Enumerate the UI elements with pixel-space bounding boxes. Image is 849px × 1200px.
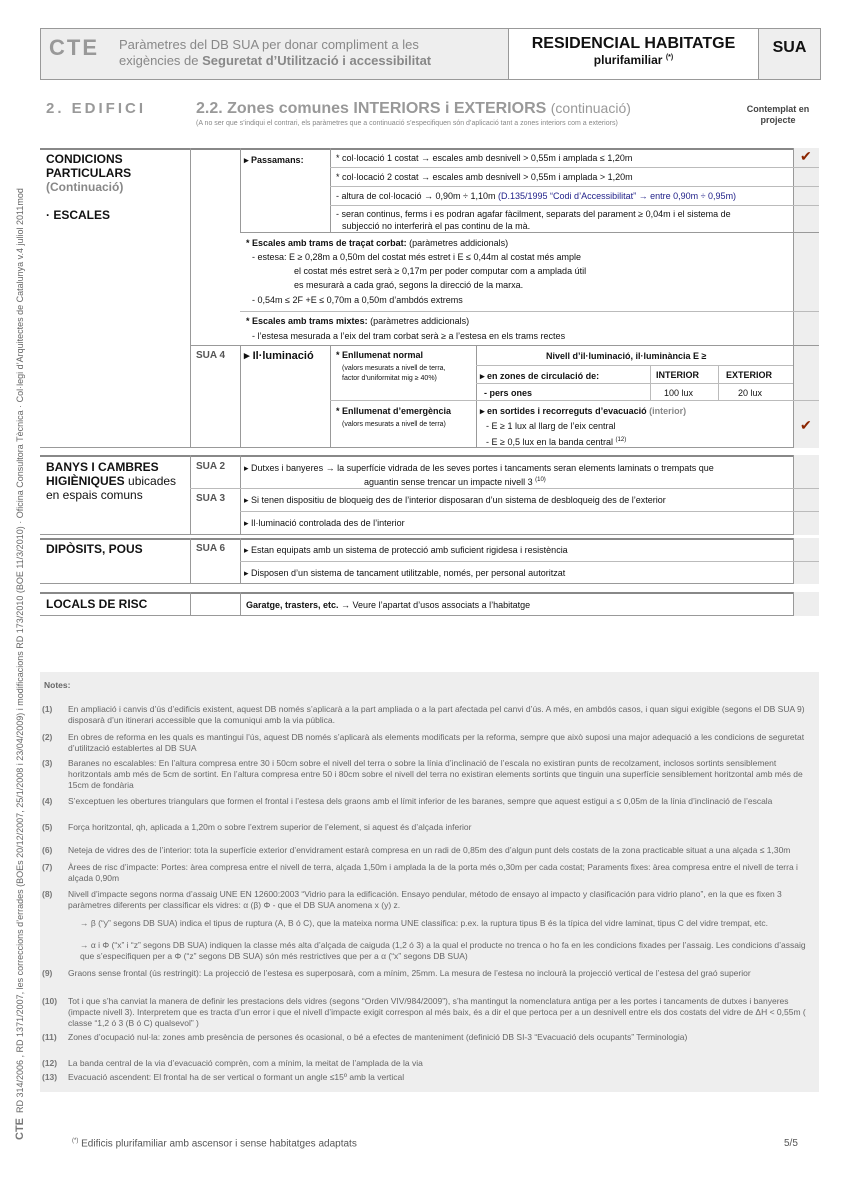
corbat-row-1: - estesa: E ≥ 0,28m a 0,50m del costat més estret i E ≤ 0,44m al costat més ample bbox=[252, 252, 582, 262]
illum-label: ▸ Il·luminació bbox=[244, 350, 314, 362]
divider bbox=[330, 186, 819, 187]
section-note: (A no ser que s’indiqui el contrari, els paràmetres que a continuació s’especifiquen són d’aplicació tant a zones interiors com a exteriors) bbox=[196, 120, 618, 127]
banys-label-3: en espais comuns bbox=[46, 488, 143, 502]
circ-text: en zones de circulació de: bbox=[487, 371, 600, 381]
banys-label bbox=[46, 460, 176, 502]
locals-row-bold: Garatge, trasters, etc. bbox=[246, 600, 339, 610]
diposits-row-2: ▸ Disposen d’un sistema de tancament utilitzable, només, per personal autoritzat bbox=[244, 568, 566, 578]
banys-label-1: BANYS I CAMBRES bbox=[46, 460, 159, 474]
diposits-row-1-text: Estan equipats amb un sistema de protecció amb suficient rigidesa i resistència bbox=[251, 545, 568, 555]
divider bbox=[240, 592, 241, 616]
divider bbox=[240, 345, 241, 448]
banys-row-2-text: Si tenen dispositiu de bloqueig des de l’interior disposaran d’un sistema de desbloqueig des de l’exterior bbox=[251, 495, 666, 505]
locals-row-text: → Veure l’apartat d’usos associats a l’habitatge bbox=[338, 600, 531, 610]
enllumenat-normal-note1: (valors mesurats a nivell de terra, bbox=[342, 365, 446, 372]
sortides-label: ▸ en sortides i recorreguts d’evacuació (interior) bbox=[480, 406, 687, 416]
note-number: (7) bbox=[42, 862, 53, 872]
note-number: (11) bbox=[42, 1032, 57, 1042]
cond-label-2: PARTICULARS bbox=[46, 166, 132, 180]
check-column bbox=[793, 455, 819, 535]
lux-interior: 100 lux bbox=[664, 388, 694, 398]
note-text: La banda central de la via d’evacuació comprèn, com a mínim, la meitat de l’amplada de la via bbox=[68, 1058, 423, 1068]
mixtes-title-note: (paràmetres addicionals) bbox=[370, 316, 470, 326]
sua2-label: SUA 2 bbox=[196, 461, 226, 472]
divider bbox=[190, 538, 191, 584]
divider bbox=[330, 205, 819, 206]
note-text: Força horitzontal, qh, aplicada a 1,20m o sobre l’extrem superior de l’element, si aquest és d’alçada inferior bbox=[68, 822, 472, 832]
section-title-text: 2.2. Zones comunes INTERIORS i EXTERIORS bbox=[196, 100, 547, 117]
sortides-row-2: - E ≥ 0,5 lux en la banda central bbox=[486, 437, 616, 447]
divider bbox=[476, 383, 793, 384]
note-number: (5) bbox=[42, 822, 53, 832]
note-text: Zones d’ocupació nul·la: zones amb presència de persones és ocasional, o bé a efectes de manteniment (definició DB SI-3 “Evacuació dels ocupants” Terminologia) bbox=[68, 1032, 688, 1042]
cond-label-1: CONDICIONS bbox=[46, 152, 123, 166]
sua6-label: SUA 6 bbox=[196, 543, 226, 554]
note-number: (12) bbox=[42, 1058, 58, 1068]
note-number: (1) bbox=[42, 704, 53, 714]
note-number: (9) bbox=[42, 968, 53, 978]
divider bbox=[330, 345, 331, 448]
contemplat-line1: Contemplat en bbox=[746, 104, 810, 114]
sortides-interior: (interior) bbox=[649, 406, 687, 416]
banys-row-1: ▸ Dutxes i banyeres → la superfície vidrada de les seves portes i tancaments seran elements laminats o trempats que aguantin sense trencar un impacte nivell 3 $^{(10)}$ bbox=[244, 463, 714, 487]
divider bbox=[240, 511, 819, 512]
header-residencial bbox=[508, 29, 758, 79]
illum-text: Il·luminació bbox=[252, 350, 314, 362]
divider bbox=[240, 148, 241, 232]
banys-row-3: ▸ Il·luminació controlada des de l’interior bbox=[244, 518, 405, 528]
header-res-sub: plurifamiliar bbox=[593, 53, 663, 67]
banys-sup: (10) bbox=[535, 477, 546, 483]
note-text: Evacuació ascendent: El frontal ha de ser vertical o formant un angle ≤15º amb la vertical bbox=[68, 1072, 405, 1082]
header-res-title: RESIDENCIAL HABITATGE bbox=[531, 35, 736, 52]
note-text: Tot i que s’ha canviat la manera de definir les prestacions dels vidres (segons “Orden VIV/984/2009”), s’ha mantingut la nomenclatura antiga per a les portes i tancaments de dutxes i banyeres (impacte nivell 3). Interpretem que es tracta d’un error i que el nivell d’impacte exigit correspon al més baix, és a dir el que pertoca per a un desnivell entre els dos costats del vidre de ΔH < 0,55m ( classe “1,2 ó 3 (B ó C) qualsevol” ) bbox=[68, 996, 806, 1028]
note-number: (2) bbox=[42, 732, 53, 742]
locals-label: LOCALS DE RISC bbox=[46, 597, 148, 611]
diposits-label: DIPÒSITS, POUS bbox=[46, 542, 143, 556]
section-title bbox=[196, 100, 631, 118]
pers-ones: - pers ones bbox=[484, 388, 533, 398]
sortides-row-1: - E ≥ 1 lux al llarg de l’eix central bbox=[486, 421, 616, 431]
note-text: → β (“y” segons DB SUA) indica el tipus de ruptura (A, B ó C), que la mateixa norma UNE classifica: p.ex. la ruptura tipus B és la típica del vidre laminat, tipus C del vidre trempat, etc. bbox=[80, 918, 769, 928]
diposits-row-2-text: Disposen d’un sistema de tancament utilitzable, només, per personal autoritzat bbox=[251, 568, 566, 578]
passamans-row-3a: - altura de col·locació → 0,90m ÷ 1,10m bbox=[336, 191, 499, 201]
footer-sup: (*) bbox=[72, 1138, 79, 1144]
divider bbox=[240, 311, 819, 312]
passamans-row-4 bbox=[336, 208, 731, 232]
corbat-row-4: - 0,54m ≤ 2F +E ≤ 0,70m a 0,50m d’ambdós extrems bbox=[252, 295, 463, 305]
note-text: Baranes no escalables: En l’altura compresa entre 30 i 50cm sobre el nivell del terra o sobre la línia d’inclinació de l’escala no existiran punts de recolzament, inclosos sortints sensiblement horitzontals amb més de 5cm de sortint. En l’altura compresa entre 50 i 80cm sobre el nivell del terra no existiran elements sortints que tinguin una superfície sensiblement horitzontal amb més de 15cm de fondària bbox=[68, 758, 803, 790]
banys-row-1b: aguantin sense trencar un impacte nivell 3 bbox=[364, 477, 536, 487]
contemplat-line2: projecte bbox=[760, 115, 796, 125]
sortides-text: en sortides i recorreguts d’evacuació bbox=[487, 406, 650, 416]
diposits-row-1: ▸ Estan equipats amb un sistema de protecció amb suficient rigidesa i resistència bbox=[244, 545, 568, 555]
divider bbox=[330, 400, 819, 401]
note-text: Neteja de vidres des de l’interior: tota la superfície exterior d’envidrament estarà compresa en un radi de 0,85m des d’algun punt dels costats de la zona practicable situat a una alçada ≤ 1,30m bbox=[68, 845, 791, 855]
corbat-row-3: es mesurarà a cada graó, segons la direcció de la marxa. bbox=[294, 280, 524, 290]
note-text: En ampliació i canvis d’ús d’edificis existent, aquest DB només s’aplicarà a la part ampliada o a la part afectada pel canvi d’ús. A més, en ambdós casos, i quan sigui exigible (segons el DB SUA 9) disposarà d’un itinerari accessible que la comuniqui amb la via pública. bbox=[68, 704, 805, 725]
banys-row-3-text: Il·luminació controlada des de l’interior bbox=[251, 518, 405, 528]
note-text: Àrees de risc d’impacte: Portes: àrea compresa entre el nivell de terra, alçada 1,50m i amplada la de la porta més o,30m per cada costat; Paraments fixes: àrea compresa entre el nivell de terra i alçada 0,90m bbox=[68, 862, 798, 883]
note-number: (10) bbox=[42, 996, 58, 1006]
note-number: (8) bbox=[42, 889, 53, 899]
divider bbox=[718, 365, 719, 400]
side-legend bbox=[8, 60, 36, 1160]
divider bbox=[190, 345, 819, 346]
divider bbox=[650, 365, 651, 400]
cond-label-3: (Continuació) bbox=[46, 180, 124, 194]
footer-note bbox=[72, 1138, 357, 1149]
divider bbox=[240, 455, 241, 535]
passamans-row-1: * col·locació 1 costat → escales amb desnivell > 0,55m i amplada ≤ 1,20m bbox=[336, 153, 633, 163]
note-number: (13) bbox=[42, 1072, 58, 1082]
col-interior: INTERIOR bbox=[656, 370, 700, 380]
header-sua: SUA bbox=[758, 29, 820, 79]
mixtes-row-1: - l’estesa mesurada a l’eix del tram corbat serà ≥ a l’estesa en els trams rectes bbox=[252, 331, 566, 341]
header-title-line1: Paràmetres del DB SUA per donar compliment a les bbox=[119, 37, 419, 52]
note-text: → α i Φ (“x” i “z” segons DB SUA) indiquen la classe més alta d’alçada de caiguda (1,2 ó 3) a la qual el producte no trenca o ho fa en les condicions fixades per l’assaig. Les condicions d’assaig que s’especifiquen per a Φ (“z” segons DB SUA) són més restrictives que per a α (“x” segons DB SUA) bbox=[80, 940, 806, 961]
nivell-header: Nivell d’il·luminació, il·luminància E ≥ bbox=[546, 351, 707, 361]
divider bbox=[330, 167, 819, 168]
cond-label-escales: · ESCALES bbox=[46, 208, 111, 222]
header-cte: CTE bbox=[49, 35, 99, 60]
check-mark-icon[interactable]: ✔ bbox=[800, 148, 812, 164]
enllumenat-normal-note2: factor d’uniformitat mig ≥ 40%) bbox=[342, 375, 437, 382]
passamans-row-4b: subjecció no interferirà el pas continu de la mà. bbox=[342, 221, 531, 231]
col-exterior: EXTERIOR bbox=[726, 370, 773, 380]
passamans-text: Passamans: bbox=[251, 155, 304, 165]
divider bbox=[190, 488, 819, 489]
passamans-label: ▸ Passamans: bbox=[244, 155, 304, 165]
divider bbox=[240, 561, 819, 562]
corbat-row-2: el costat més estret serà ≥ 0,17m per poder computar com a amplada útil bbox=[294, 266, 587, 276]
note-text: S’exceptuen les obertures triangulars que formen el frontal i l’estesa dels graons amb el límit inferior de les baranes, sempre que aquest estigui a ≤ 0,05m de la línia d’inclinació de l’escala bbox=[68, 796, 773, 806]
notes-title: Notes: bbox=[44, 680, 71, 690]
page-number: 5/5 bbox=[784, 1138, 798, 1149]
header-title bbox=[113, 29, 508, 79]
banys-row-1a: Dutxes i banyeres → la superfície vidrada de les seves portes i tancaments seran elements laminats o trempats que bbox=[251, 463, 714, 473]
side-text: RD 314/2006 , RD 1371/2007, les correccions d’errades (BOEs 20/12/2007, 25/1/2008 i 23/04/2009) i modificacions RD 173/2010 (BOE 11/3/2010) · Oficina Consultora Tècnica · Col·legi d’Arquitectes de Catalunya v.4 juliol 2011mod bbox=[15, 188, 25, 1113]
enllumenat-emergencia-note: (valors mesurats a nivell de terra) bbox=[342, 421, 446, 428]
section-number: 2. EDIFICI bbox=[46, 100, 147, 117]
passamans-row-4a: - seran continus, ferms i es podran agafar fàcilment, separats del parament ≥ 0,04m i el sistema de bbox=[336, 209, 731, 219]
divider bbox=[240, 232, 819, 233]
check-column bbox=[793, 148, 819, 448]
banys-label-2b: ubicades bbox=[124, 474, 177, 488]
passamans-row-3b: (D.135/1995 “Codi d’Accessibilitat” → entre 0,90m ÷ 0,95m) bbox=[498, 191, 737, 201]
check-column bbox=[793, 592, 819, 616]
sua3-label: SUA 3 bbox=[196, 493, 226, 504]
divider bbox=[190, 455, 191, 535]
header-title-line2b: Seguretat d’Utilització i accessibilitat bbox=[202, 53, 432, 68]
corbat-title: * Escales amb trams de traçat corbat: bbox=[246, 238, 410, 248]
note-text: Graons sense frontal (ús restringit): La projecció de l’estesa es superposarà, com a mínim, 25mm. La mesura de l’estesa no inclourà la projecció vertical de l’estesa del graó superior bbox=[68, 968, 751, 978]
lux-exterior: 20 lux bbox=[738, 388, 763, 398]
footer-note-text: Edificis plurifamiliar amb ascensor i sense habitatges adaptats bbox=[78, 1138, 357, 1150]
divider bbox=[330, 148, 331, 232]
page-header bbox=[40, 28, 821, 80]
enllumenat-normal: * Enllumenat normal bbox=[336, 350, 424, 360]
check-mark-icon[interactable]: ✔ bbox=[800, 417, 812, 433]
header-res-sup: (*) bbox=[665, 54, 674, 61]
sortides-sup: (12) bbox=[615, 437, 627, 443]
banys-row-2: ▸ Si tenen dispositiu de bloqueig des de l’interior disposaran d’un sistema de desbloqueig des de l’exterior bbox=[244, 495, 666, 505]
side-cte: CTE bbox=[14, 1118, 26, 1140]
banys-label-2: HIGIÈNIQUES bbox=[46, 474, 125, 488]
enllumenat-emergencia: * Enllumenat d’emergència bbox=[336, 406, 452, 416]
contemplat-header bbox=[738, 104, 818, 126]
note-number: (6) bbox=[42, 845, 53, 855]
header-title-line2a: exigències de bbox=[119, 53, 203, 68]
note-text: En obres de reforma en les quals es mantingui l’ús, aquest DB només s’aplicarà als elements modificats per la reforma, sempre que això suposi una major adequació a les condicions de seguretat d’utilització establertes al DB SUA bbox=[68, 732, 805, 753]
divider bbox=[190, 592, 191, 616]
note-number: (4) bbox=[42, 796, 53, 806]
sua4-label: SUA 4 bbox=[196, 350, 226, 361]
circ-label: ▸ en zones de circulació de: bbox=[480, 371, 600, 381]
section-cont: (continuació) bbox=[550, 100, 631, 116]
mixtes-title: * Escales amb trams mixtes: bbox=[246, 316, 371, 326]
divider bbox=[190, 148, 191, 448]
passamans-row-2: * col·locació 2 costat → escales amb desnivell > 0,55m i amplada > 1,20m bbox=[336, 172, 633, 182]
divider bbox=[476, 345, 477, 448]
corbat-title-note: (paràmetres addicionals) bbox=[409, 238, 509, 248]
cond-label bbox=[46, 152, 131, 222]
note-number: (3) bbox=[42, 758, 53, 768]
divider bbox=[476, 365, 793, 366]
note-text: Nivell d’impacte segons norma d’assaig UNE EN 12600:2003 “Vidrio para la edificación. Ensayo pendular, método de ensayo al impacto y clasificación para vidrio plano”, en la que es fixen 3 paràmetres diferents per classificar els vidres: α (β) Φ - que el DB SUA anomena x (y) z. bbox=[68, 889, 782, 910]
